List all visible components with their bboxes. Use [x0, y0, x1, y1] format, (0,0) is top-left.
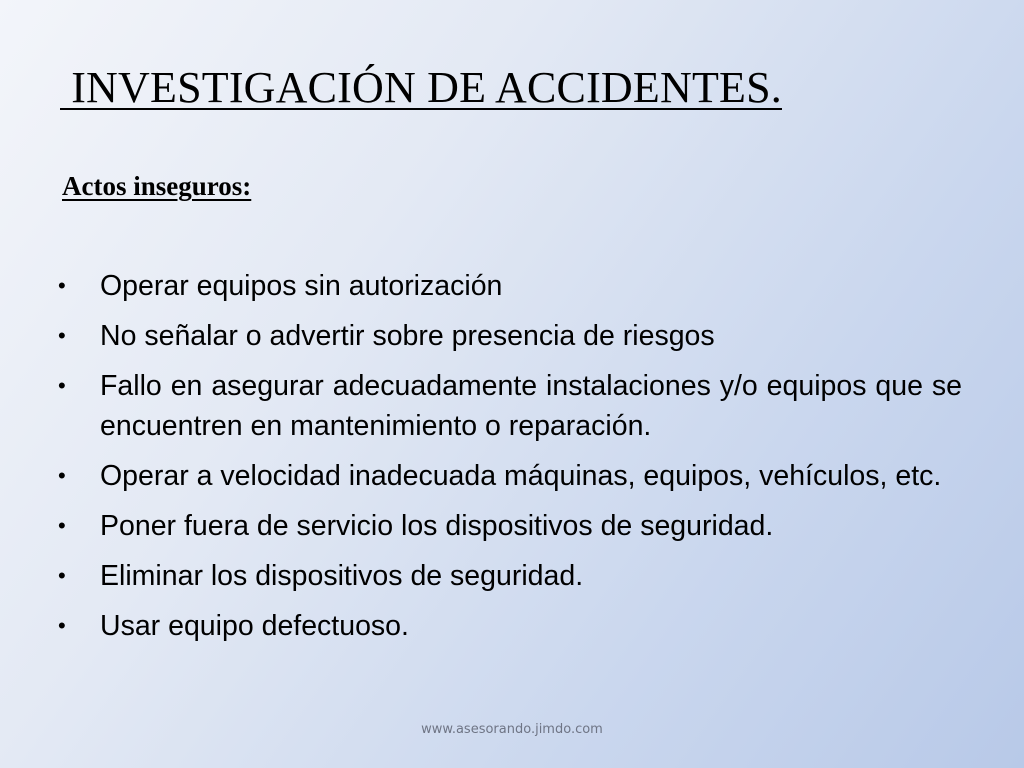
bullet-icon: • — [58, 563, 66, 588]
bullet-text: Eliminar los dispositivos de seguridad. — [100, 560, 584, 592]
footer-url: www.asesorando.jimdo.com — [421, 722, 603, 737]
bullet-icon: • — [58, 463, 66, 488]
bullet-item — [58, 266, 962, 306]
bullet-text: Usar equipo defectuoso. — [100, 610, 409, 642]
bullet-item — [58, 556, 962, 596]
bullet-text: No señalar o advertir sobre presencia de riesgos — [100, 320, 715, 352]
bullet-item — [58, 506, 962, 546]
bullet-icon: • — [58, 613, 66, 638]
bullet-text: Operar equipos sin autorización — [100, 270, 503, 302]
bullet-item — [58, 456, 962, 496]
bullet-text: Fallo en asegurar adecuadamente instalaciones y/o equipos que se encuentren en mantenimiento o reparación. — [100, 370, 962, 442]
bullet-text: Operar a velocidad inadecuada máquinas, equipos, vehículos, etc. — [100, 460, 942, 492]
section-heading: Actos inseguros: — [62, 171, 252, 201]
bullet-text: Poner fuera de servicio los dispositivos de seguridad. — [100, 510, 774, 542]
slide-title: INVESTIGACIÓN DE ACCIDENTES. — [60, 63, 782, 112]
bullet-item — [58, 366, 962, 446]
bullet-icon: • — [58, 323, 66, 348]
bullet-item — [58, 316, 962, 356]
bullet-item — [58, 606, 962, 646]
bullet-icon: • — [58, 373, 66, 398]
bullet-icon: • — [58, 513, 66, 538]
bullet-icon: • — [58, 273, 66, 298]
bullet-list — [58, 266, 962, 656]
